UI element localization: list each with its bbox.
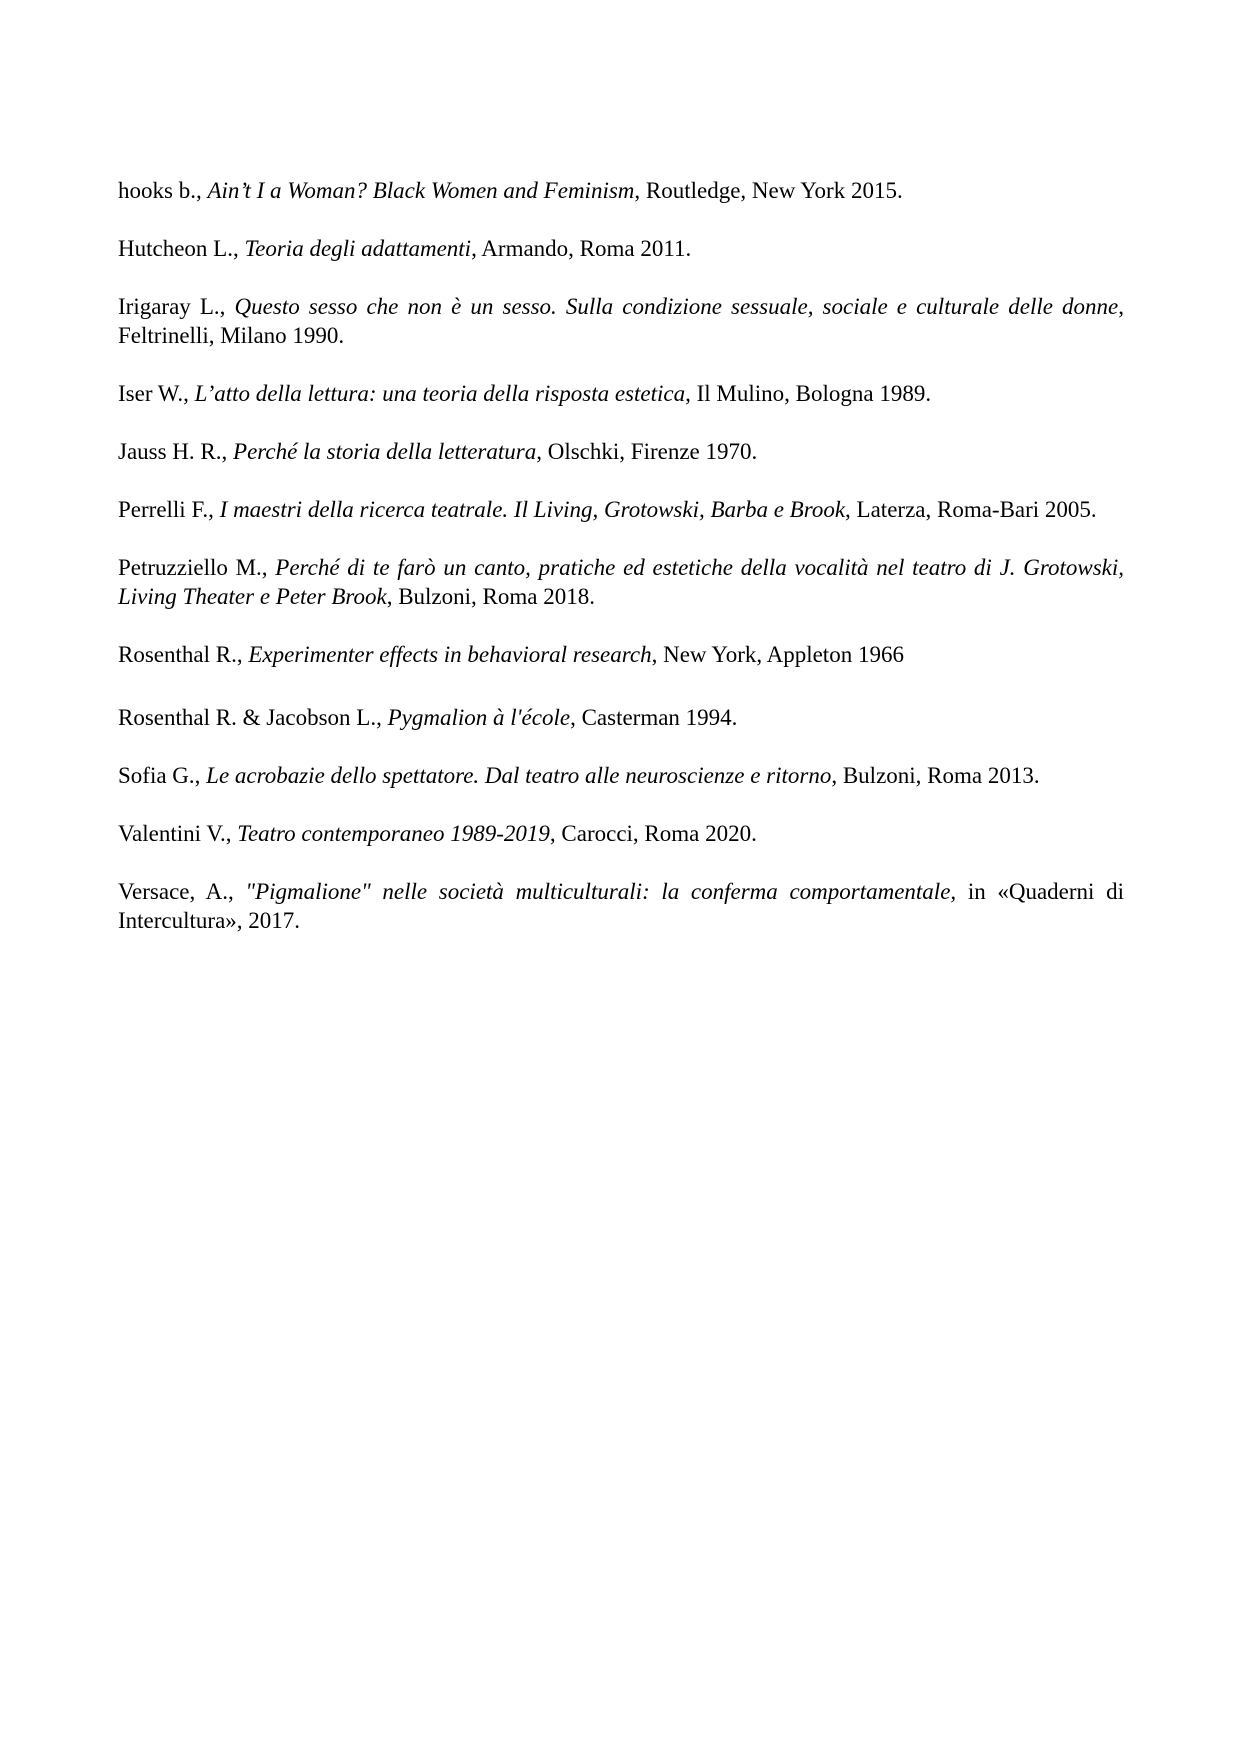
- entry-author: Irigaray L.,: [118, 294, 235, 319]
- entry-title: Perché di te farò un canto, pratiche ed estetiche della vocalità nel teatro di J. Grotowski, Living Theater e Peter Brook: [118, 555, 1125, 609]
- entry-author: Iser W.,: [118, 381, 195, 406]
- entry-publication: , Bulzoni, Roma 2018.: [386, 584, 595, 609]
- bibliography-page: [118, 176, 1124, 964]
- entry-title: Ain’t I a Woman? Black Women and Feminism: [207, 178, 635, 203]
- bibliography-entry: [118, 819, 1124, 848]
- bibliography-entry: [118, 640, 1124, 669]
- entry-publication: , Armando, Roma 2011.: [471, 236, 692, 261]
- bibliography-entry: [118, 495, 1124, 524]
- entry-publication: in «Quaderni di Intercultura», 2017.: [118, 879, 1124, 933]
- entry-publication: , Carocci, Roma 2020.: [549, 821, 757, 846]
- bibliography-entry: [118, 176, 1124, 205]
- entry-author: hooks b.,: [118, 178, 208, 203]
- entry-title: I maestri della ricerca teatrale. Il Living, Grotowski, Barba e Brook: [219, 497, 846, 522]
- entry-publication: , Casterman 1994.: [570, 705, 738, 730]
- bibliography-entry: [118, 761, 1124, 790]
- entry-author: Rosenthal R. & Jacobson L.,: [118, 705, 388, 730]
- entry-title: Teatro contemporaneo 1989-2019: [237, 821, 550, 846]
- bibliography-entry: [118, 379, 1124, 408]
- bibliography-entry: [118, 703, 1124, 732]
- entry-publication: , Feltrinelli, Milano 1990.: [118, 294, 1124, 348]
- entry-author: Rosenthal R.,: [118, 642, 249, 667]
- entry-publication: , Il Mulino, Bologna 1989.: [685, 381, 932, 406]
- bibliography-entry: [118, 553, 1124, 611]
- bibliography-entry: [118, 292, 1124, 350]
- entry-title: Perché la storia della letteratura: [233, 439, 537, 464]
- entry-author: Petruzziello M.,: [118, 555, 276, 580]
- entry-publication: , Olschki, Firenze 1970.: [536, 439, 758, 464]
- entry-title: Pygmalion à l'école: [387, 705, 571, 730]
- bibliography-entry: [118, 437, 1124, 466]
- entry-publication: , Bulzoni, Roma 2013.: [831, 763, 1040, 788]
- entry-author: Sofia G.,: [118, 763, 207, 788]
- entry-title: Le acrobazie dello spettatore. Dal teatro alle neuroscienze e ritorno: [206, 763, 832, 788]
- entry-author: Hutcheon L.,: [118, 236, 245, 261]
- entry-author: Perrelli F.,: [118, 497, 220, 522]
- entry-publication: , Routledge, New York 2015.: [634, 178, 903, 203]
- entry-title: Experimenter effects in behavioral research: [248, 642, 652, 667]
- entry-title: L’atto della lettura: una teoria della risposta estetica: [194, 381, 686, 406]
- entry-title: "Pigmalione" nelle società multiculturali: la conferma comportamentale,: [245, 879, 957, 904]
- entry-author: Versace, A.,: [118, 879, 246, 904]
- entry-author: Jauss H. R.,: [118, 439, 234, 464]
- entry-publication: , New York, Appleton 1966: [651, 642, 904, 667]
- bibliography-entry: [118, 877, 1124, 935]
- entry-publication: , Laterza, Roma-Bari 2005.: [845, 497, 1097, 522]
- bibliography-entry: [118, 234, 1124, 263]
- entry-author: Valentini V.,: [118, 821, 238, 846]
- entry-title: Teoria degli adattamenti: [244, 236, 472, 261]
- entry-title: Questo sesso che non è un sesso. Sulla condizione sessuale, sociale e culturale delle donne: [234, 294, 1119, 319]
